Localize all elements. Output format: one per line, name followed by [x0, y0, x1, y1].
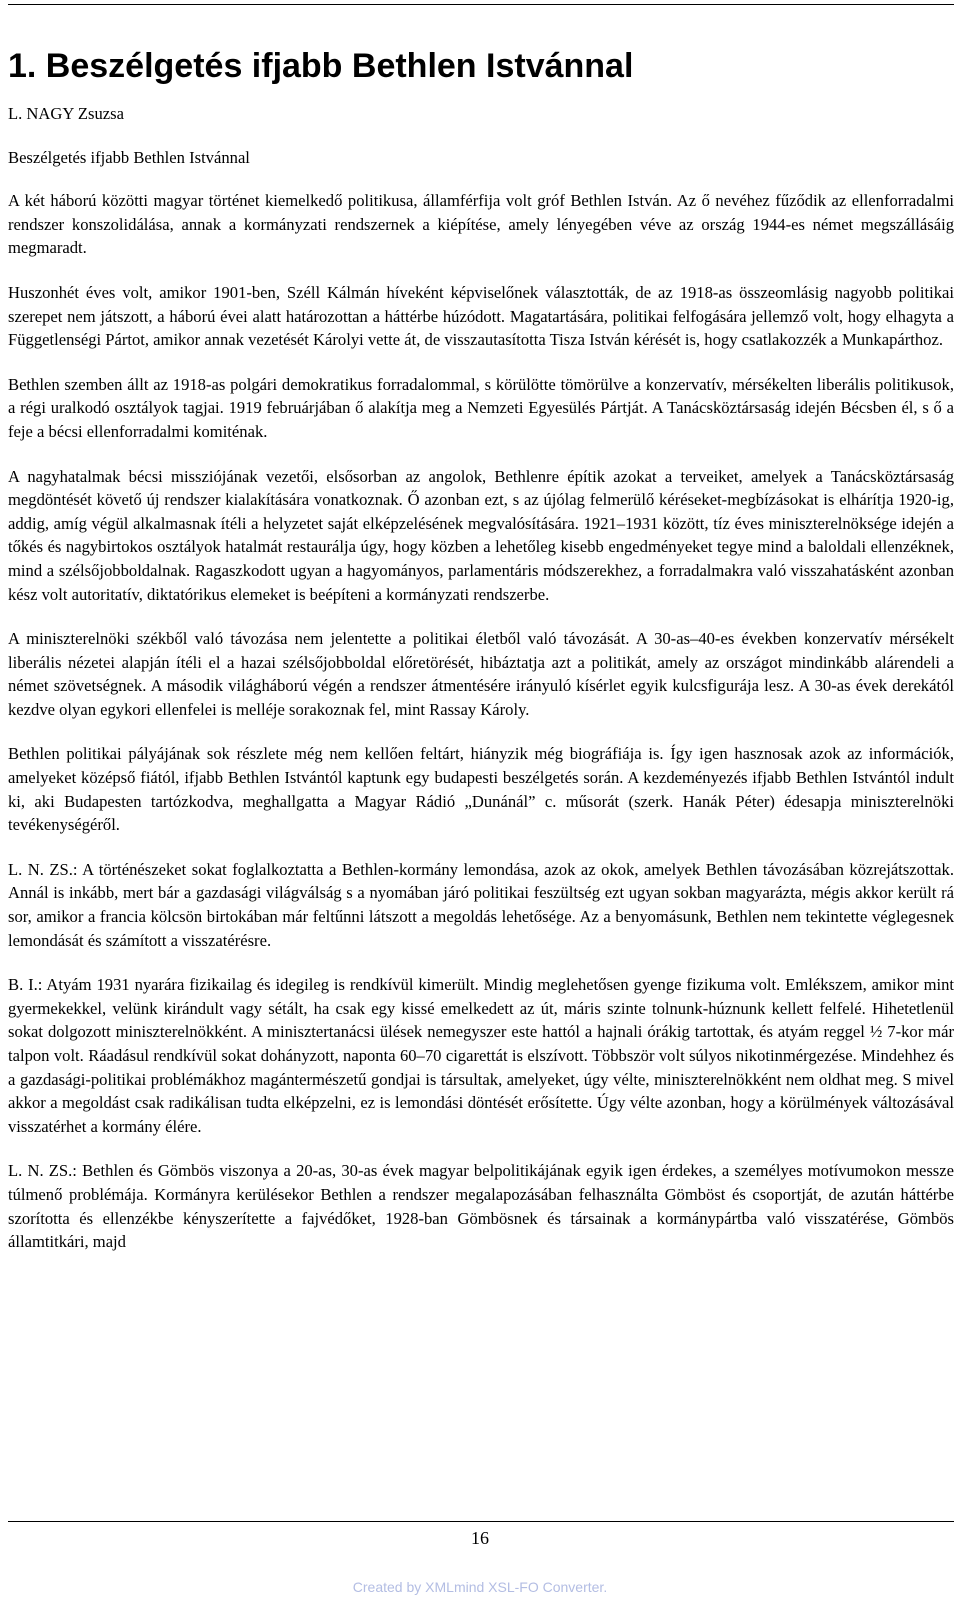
- paragraph-question-1: L. N. ZS.: A történészeket sokat foglalkoztatta a Bethlen-kormány lemondása, azok az okok, amelyek Bethlen távozásában közrejátszottak. Annál is inkább, mert bár a gazdasági világválság s a nyomában járó politikai feszültség ezt ugyan sokban magyarázta, mégis akkor került rá sor, amikor a francia kölcsön birtokában már feltűnni látszott a megoldás lehetősége. Az a benyomásunk, Bethlen nem tekintette véglegesnek lemondását és számított a visszatérésre.: [8, 859, 954, 950]
- paragraph-revolution: Bethlen szemben állt az 1918-as polgári demokratikus forradalommal, s körülötte tömörülve a konzervatív, mérsékelten liberális politikusok, a régi uralkodó osztályok tagjai. 1919 februárjában ő alakítja meg a Nemzeti Egyesülés Pártját. A Tanácsköztársaság idején Bécsben él, s ő a feje a bécsi ellenforradalmi komiténak.: [8, 374, 954, 441]
- paragraph-intro: A két háború közötti magyar történet kiemelkedő politikusa, államférfija volt gróf Bethlen István. Az ő nevéhez fűződik az ellenforradalmi rendszer konszolidálása, annak a kormányzati rendszernek a kiépítése, amely lényegében véve az ország 1944-es német megszállásáig megmaradt.: [8, 191, 954, 258]
- page-number: 16: [471, 1528, 489, 1548]
- converter-watermark: Created by XMLmind XSL-FO Converter.: [352, 1579, 608, 1595]
- author-line: L. NAGY Zsuzsa: [8, 104, 124, 123]
- paragraph-answer-1: B. I.: Atyám 1931 nyarára fizikailag és idegileg is rendkívül kimerült. Mindig meglehetősen gyenge fizikuma volt. Emlékszem, amikor mint gyermekekkel, velünk kirándult vagy sétált, ha csak egy kissé emelkedett az út, máris szinte tolnunk-húznunk kellett felfelé. Hihetetlenül sokat dolgozott miniszterelnökként. A minisztertanácsi ülések nemegyszer este hattól a hajnali órákig tartottak, és atyám reggel ½ 7-kor már talpon volt. Ráadásul rendkívül sokat dohányzott, naponta 60–70 cigarettát is elszívott. Többször volt súlyos nikotinmérgezése. Mindehhez és a gazdasági-politikai problémákhoz magántermészetű gondjai is társultak, amelyeket, úgy vélte, miniszterelnökként nem oldhat meg. S mivel akkor a megoldást csak radikálisan tudta elképzelni, ez is lemondási döntését erősítette. Úgy vélte azonban, hogy a körülmények változásával visszatérhet a kormány élére.: [8, 975, 954, 1136]
- paragraph-later-years: A miniszterelnöki székből való távozása nem jelentette a politikai életből való távozását. A 30-as–40-es években konzervatív mérsékelt liberális nézetei alapján ítéli el a hazai szélsőjobboldal előretörését, hibáztatja azt a politikát, amely az országot mindinkább alárendeli a német szövetségnek. A második világháború végén a rendszer átmentésére irányuló kísérlet egyik kulcsfigurája lesz. A 30-as évek derekától kezdve olyan egykori ellenfelei is melléje sorakoznak fel, mint Rassay Károly.: [8, 629, 954, 719]
- document-body: [8, 46, 954, 1275]
- document-title: 1. Beszélgetés ifjabb Bethlen Istvánnal: [8, 47, 634, 85]
- paragraph-sources: Bethlen politikai pályájának sok részlete még nem kellően feltárt, hiányzik még biográfiája is. Így igen hasznosak azok az információk, amelyeket középső fiától, ifjabb Bethlen Istvántól kaptunk egy budapesti beszélgetés során. A kezdeményezés ifjabb Bethlen Istvántól indult ki, aki Budapesten tartózkodva, meghallgatta a Magyar Rádió „Dunánál” c. műsorát (szerk. Hanák Péter) édesapja miniszterelnöki tevékenységéről.: [8, 744, 954, 835]
- subtitle-line: Beszélgetés ifjabb Bethlen Istvánnal: [8, 147, 250, 167]
- paragraph-question-2: L. N. ZS.: Bethlen és Gömbös viszonya a 20-as, 30-as évek magyar belpolitikájának egyik igen érdekes, a személyes motívumokon messze túlmenő problémája. Kormányra kerülésekor Bethlen a rendszer megalapozásában felhasználta Gömböst és csoportját, de azután háttérbe szorította és ellenzékbe kényszerítette a fajvédőket, 1928-ban Gömbösnek és társainak a kormánypártba való visszatérése, Gömbös államtitkári, majd: [8, 1161, 954, 1252]
- header-rule: [8, 4, 954, 5]
- paragraph-early-career: Huszonhét éves volt, amikor 1901-ben, Széll Kálmán híveként képviselőnek választották, de az 1918-as összeomlásig nagyobb politikai szerepet nem játszott, a háború évei alatt határozottan a háttérbe húzódott. Magatartására, politikai felfogására jellemző volt, hogy elhagyta a Függetlenségi Pártot, amikor annak vezetését Károlyi vette át, de visszautasította Tisza István kérését is, hogy csatlakozzék a Munkapárthoz.: [8, 282, 954, 350]
- footer-rule: [8, 1521, 954, 1522]
- paragraph-premiership: A nagyhatalmak bécsi missziójának vezetői, elsősorban az angolok, Bethlenre építik azokat a terveiket, amelyek a Tanácsköztársaság megdöntését követő új rendszer kialakítására vonatkoznak. Ő azonban ezt, s az újólag felmerülő kéréseket-megbízásokat is elhárítja 1920-ig, addig, amíg végül alkalmasnak ítéli a helyzetet saját elképzelésének megvalósítására. 1921–1931 között, tíz éves miniszterelnöksége idején a tőkés és nagybirtokos osztályok hatalmát restaurálja úgy, hogy közben a lehetőleg kisebb engedményeket tegye mind a baloldali ellenzéknek, mind a szélsőjobboldalnak. Ragaszkodott ugyan a hagyományos, parlamentáris módszerekhez, a forradalmakra való visszahatásként azonban kész volt autoritatív, diktatórikus elemeket is beépíteni a kormányzati rendszerbe.: [8, 466, 954, 604]
